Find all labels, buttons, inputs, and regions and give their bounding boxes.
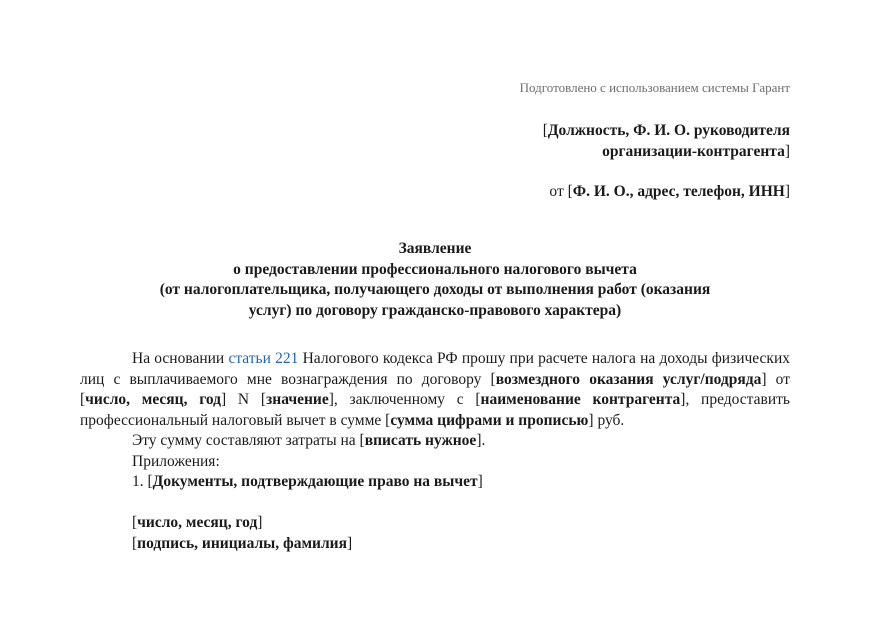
title-line-1: Заявление — [398, 240, 472, 257]
date-field: [число, месяц, год] — [132, 514, 263, 531]
garant-header-note: Подготовлено с использованием системы Гарант — [519, 80, 790, 95]
sender-block: от [Ф. И. О., адрес, телефон, ИНН] — [549, 183, 790, 200]
attachment-item-1: 1. [Документы, подтверждающие право на вычет] — [132, 473, 483, 490]
article-221-link[interactable]: статьи 221 — [228, 350, 299, 367]
addressee-block — [543, 120, 790, 162]
addressee-line-1: [Должность, Ф. И. О. руководителя — [542, 122, 790, 139]
document-page — [80, 0, 790, 634]
document-body — [80, 349, 790, 554]
title-line-3: (от налогоплательщика, получающего доходы от выполнения работ (оказания — [159, 281, 711, 298]
title-line-2: о предоставлении профессионального налогового вычета — [233, 260, 637, 278]
spacer — [80, 493, 790, 514]
expenses-line: Эту сумму составляют затраты на [вписать нужное]. — [132, 432, 486, 449]
title-line-4: услуг) по договору гражданско-правового характера) — [248, 301, 622, 319]
addressee-line-2: организации-контрагента] — [602, 143, 790, 160]
attachments-label: Приложения: — [132, 452, 220, 470]
main-paragraph: На основании статьи 221 Налогового кодекса РФ прошу при расчете налога на доходы физических лиц с выплачиваемого мне вознаграждения по договору [возмездного оказания услуг/подряда] от [число, месяц, год] N [значение], заключенному с [наименование контрагента], предоставить профессиональный налоговый вычет в сумме [сумма цифрами и прописью] руб. — [80, 350, 791, 429]
document-title — [80, 239, 790, 321]
signature-field: [подпись, инициалы, фамилия] — [132, 534, 353, 552]
